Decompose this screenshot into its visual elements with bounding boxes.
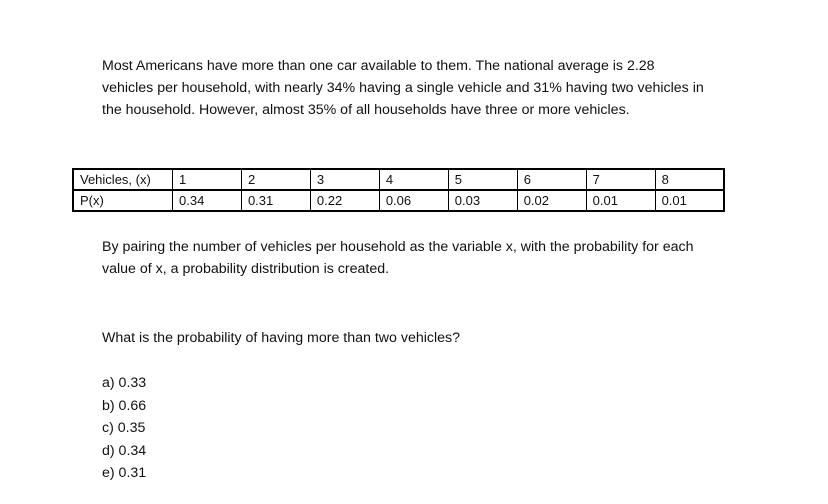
table-cell-x: 5: [448, 169, 517, 190]
intro-paragraph: [102, 55, 742, 121]
table-cell-x: 8: [655, 169, 724, 190]
pairing-line-2: value of x, a probability distribution is created.: [102, 261, 390, 277]
question-text: What is the probability of having more than two vehicles?: [102, 330, 461, 346]
table-cell-x: 3: [310, 169, 379, 190]
table-cell-x: 7: [586, 169, 655, 190]
intro-line-1: Most Americans have more than one car available to them. The national average is 2.28: [102, 58, 655, 74]
answer-option-d: d) 0.34: [102, 442, 147, 459]
table-cell-p: 0.06: [379, 190, 448, 211]
answer-option-e: e) 0.31: [102, 465, 147, 481]
answer-option-b: b) 0.66: [102, 397, 147, 414]
intro-line-3: the household. However, almost 35% of all households have three or more vehicles.: [102, 102, 630, 118]
table-row-vehicles: [73, 169, 724, 190]
answer-option-a: a) 0.33: [102, 375, 147, 391]
answer-option-c: c) 0.35: [102, 420, 146, 436]
intro-line-2: vehicles per household, with nearly 34% having a single vehicle and 31% having two vehicles in: [102, 80, 704, 96]
table-row-probability: [73, 190, 724, 211]
table-cell-x: 2: [241, 169, 310, 190]
table-cell-vehicles-label: Vehicles, (x): [73, 169, 173, 190]
table-cell-x: 6: [517, 169, 586, 190]
table-cell-p: 0.02: [517, 190, 586, 211]
table-cell-p: 0.01: [586, 190, 655, 211]
probability-table: [72, 168, 725, 212]
table-cell-x: 4: [379, 169, 448, 190]
table-cell-p: 0.03: [448, 190, 517, 211]
table-cell-p: 0.22: [310, 190, 379, 211]
table-cell-x: 1: [173, 169, 242, 190]
table-cell-probability-label: P(x): [73, 190, 173, 211]
answer-options: [102, 372, 146, 485]
pairing-paragraph: [102, 236, 742, 280]
table-cell-p: 0.34: [173, 190, 242, 211]
table-cell-p: 0.31: [241, 190, 310, 211]
table-cell-p: 0.01: [655, 190, 724, 211]
pairing-line-1: By pairing the number of vehicles per household as the variable x, with the probability for each: [102, 239, 694, 255]
